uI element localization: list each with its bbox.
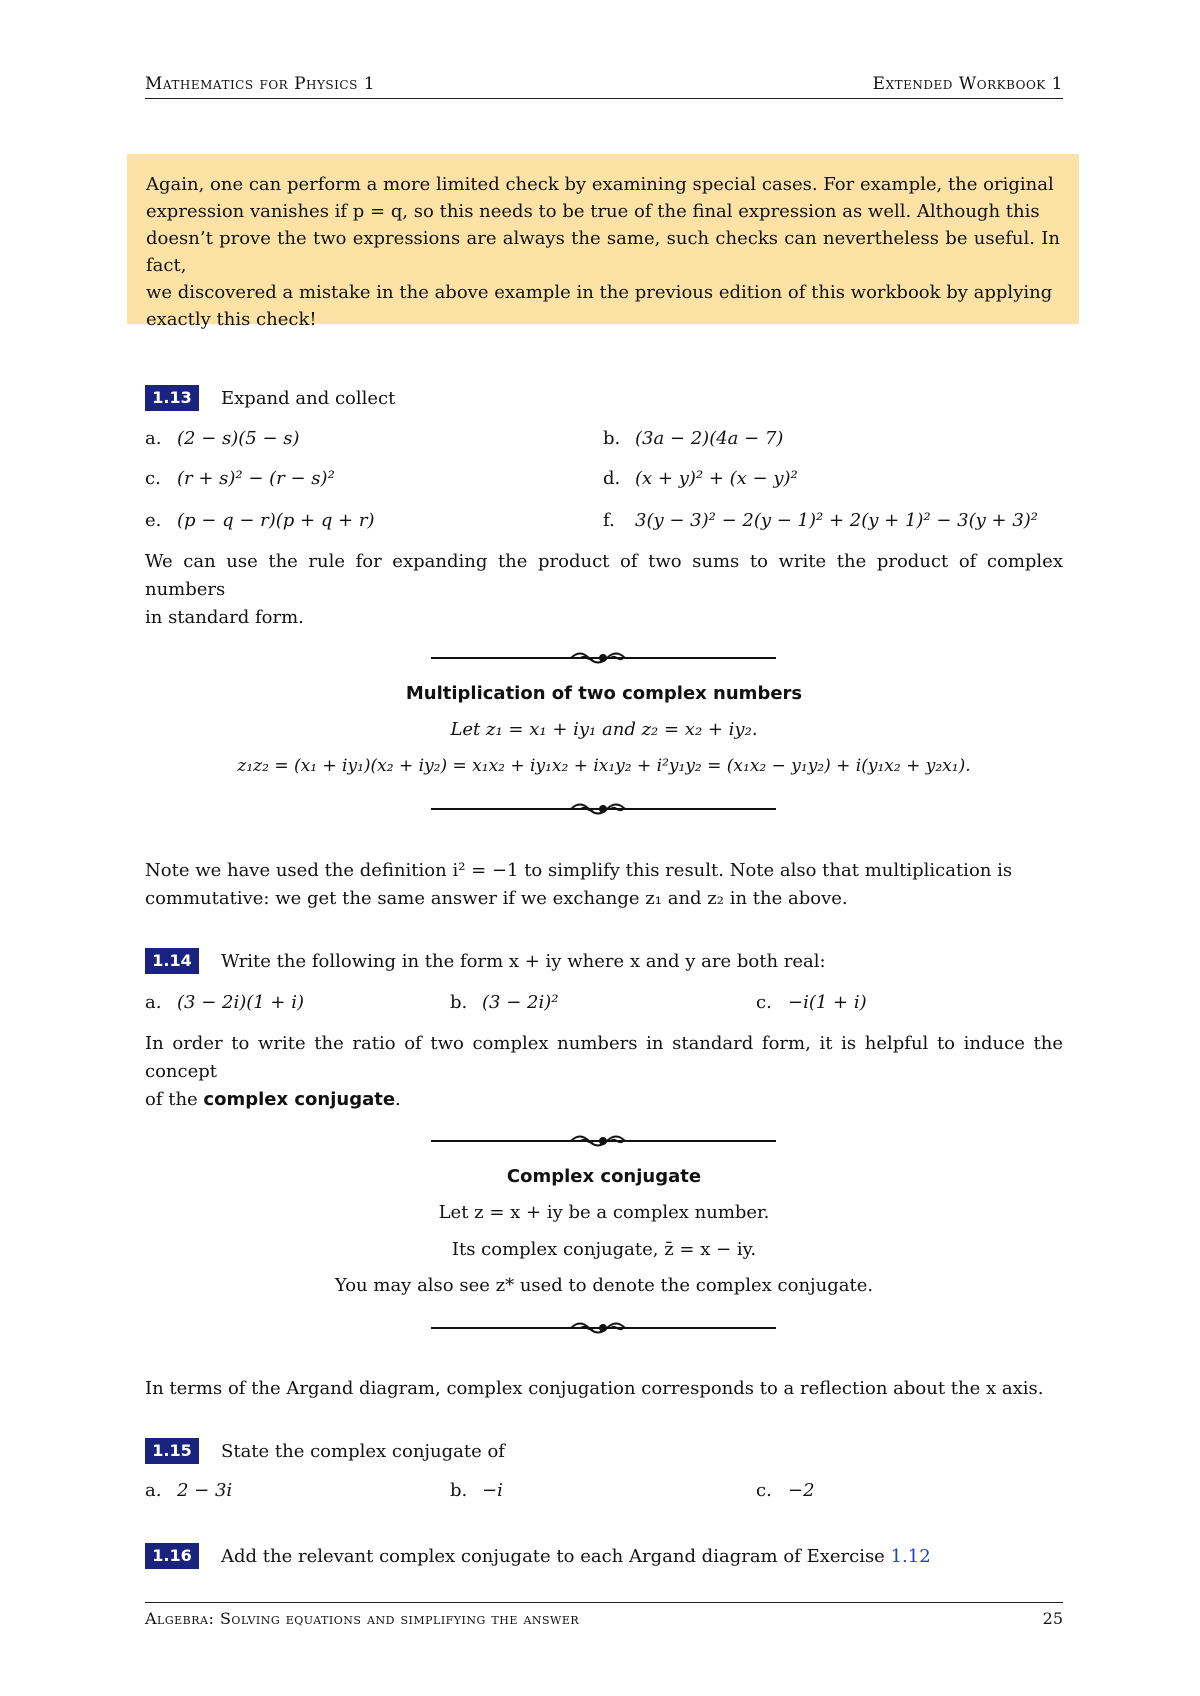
box-title: Multiplication of two complex numbers bbox=[405, 683, 803, 704]
box-line: You may also see z* used to denote the complex conjugate. bbox=[334, 1275, 874, 1296]
page-header bbox=[145, 74, 1063, 99]
ornament-divider bbox=[431, 1133, 776, 1149]
exercise-item: e. (p − q − r)(p + q + r) bbox=[145, 510, 375, 531]
term-complex-conjugate: complex conjugate bbox=[203, 1089, 396, 1110]
exercise-number-badge: 1.14 bbox=[145, 948, 199, 974]
header-left: Mathematics for Physics 1 bbox=[145, 74, 376, 94]
exercise-title: State the complex conjugate of bbox=[221, 1440, 505, 1462]
paragraph: Note we have used the definition i² = −1 to simplify this result. Note also that multiplication is commutative: we get the same answer if we exchange z₁ and z₂ in the above. bbox=[145, 860, 1013, 909]
note-box bbox=[127, 154, 1079, 330]
exercise-title: Write the following in the form x + iy where x and y are both real: bbox=[221, 950, 826, 972]
box-line: Let z = x + iy be a complex number. bbox=[438, 1202, 770, 1223]
paragraph: In terms of the Argand diagram, complex conjugation corresponds to a reflection about the x axis. bbox=[145, 1378, 1044, 1399]
page-footer bbox=[145, 1602, 1063, 1628]
exercise-item: a. 2 − 3i bbox=[145, 1480, 233, 1501]
exercise-item: c. −2 bbox=[756, 1480, 815, 1501]
paragraph: We can use the rule for expanding the product of two sums to write the product of complex numbers in standard form. bbox=[145, 551, 1063, 628]
box-title: Complex conjugate bbox=[506, 1166, 702, 1187]
paragraph: In order to write the ratio of two complex numbers in standard form, it is helpful to induce the concept of the complex conjugate. bbox=[145, 1033, 1063, 1110]
exercise-item: b. (3 − 2i)² bbox=[450, 992, 559, 1013]
box-line: Let z₁ = x₁ + iy₁ and z₂ = x₂ + iy₂. bbox=[450, 719, 758, 740]
footer-left: Algebra: Solving equations and simplifying the answer bbox=[145, 1609, 580, 1628]
note-line: we discovered a mistake in the above example in the previous edition of this workbook by applying bbox=[146, 282, 1053, 303]
note-line: exactly this check! bbox=[146, 309, 317, 330]
ornament-divider bbox=[431, 1320, 776, 1336]
exercise-item: b. −i bbox=[450, 1480, 503, 1501]
exercise-item: c. −i(1 + i) bbox=[756, 992, 867, 1013]
exercise-number-badge: 1.15 bbox=[145, 1438, 199, 1464]
exercise-item: f. 3(y − 3)² − 2(y − 1)² + 2(y + 1)² − 3(y + 3)² bbox=[603, 510, 1039, 531]
note-line: expression vanishes if p = q, so this needs to be true of the final expression as well. Although this bbox=[146, 201, 1040, 222]
exercise-item: a. (3 − 2i)(1 + i) bbox=[145, 992, 305, 1013]
exercise-item: d. (x + y)² + (x − y)² bbox=[603, 468, 798, 489]
box-line: z₁z₂ = (x₁ + iy₁)(x₂ + iy₂) = x₁x₂ + iy₁x₂ + ix₁y₂ + i²y₁y₂ = (x₁x₂ − y₁y₂) + i(y₁x₂ + y₂x₁). bbox=[237, 756, 971, 776]
note-line: doesn’t prove the two expressions are always the same, such checks can nevertheless be useful. In fact, bbox=[146, 228, 1060, 276]
exercise-item: a. (2 − s)(5 − s) bbox=[145, 428, 300, 449]
exercise-item: c. (r + s)² − (r − s)² bbox=[145, 468, 335, 489]
page-number: 25 bbox=[1042, 1609, 1063, 1628]
ornament-divider bbox=[431, 650, 776, 666]
ornament-divider bbox=[431, 801, 776, 817]
exercise-number-badge: 1.16 bbox=[145, 1543, 199, 1569]
exercise-number-badge: 1.13 bbox=[145, 385, 199, 411]
header-right: Extended Workbook 1 bbox=[872, 74, 1063, 94]
note-line: Again, one can perform a more limited check by examining special cases. For example, the original bbox=[146, 174, 1054, 195]
exercise-link[interactable]: 1.12 bbox=[890, 1545, 931, 1567]
exercise-1-15 bbox=[145, 1438, 505, 1464]
exercise-1-13 bbox=[145, 385, 395, 411]
exercise-1-16 bbox=[145, 1543, 931, 1569]
exercise-title: Add the relevant complex conjugate to each Argand diagram of Exercise 1.12 bbox=[221, 1545, 931, 1567]
exercise-title: Expand and collect bbox=[221, 387, 396, 409]
box-line: Its complex conjugate, z̄ = x − iy. bbox=[451, 1239, 757, 1260]
exercise-item: b. (3a − 2)(4a − 7) bbox=[603, 428, 784, 449]
exercise-1-14 bbox=[145, 948, 826, 974]
